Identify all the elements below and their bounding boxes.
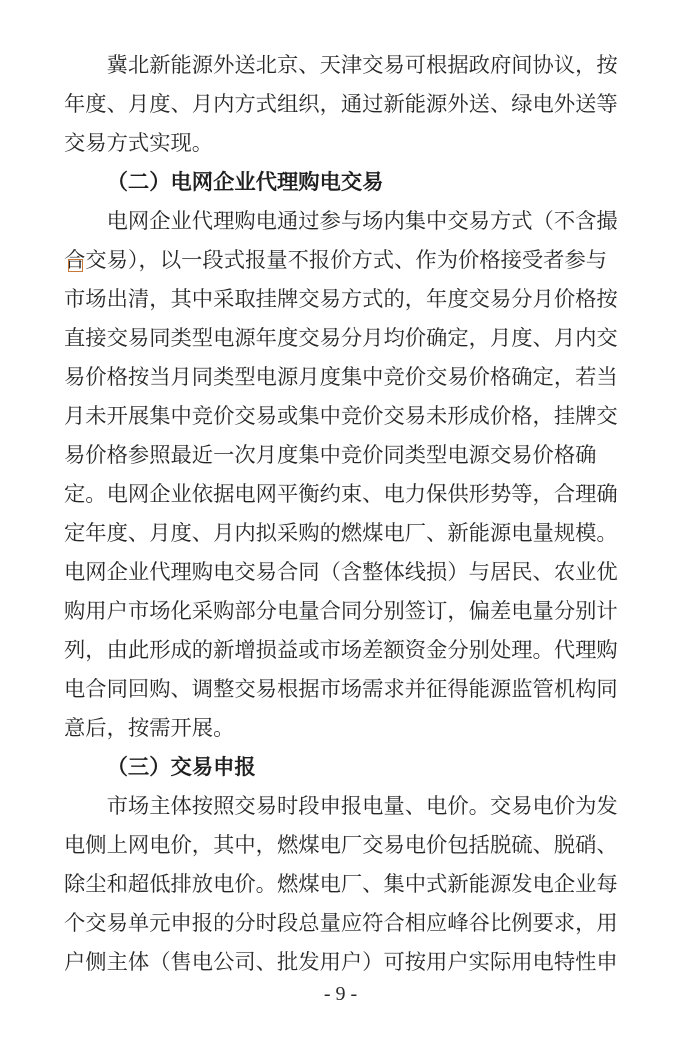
body-text-line: 年度、月度、月内方式组织，通过新能源外送、绿电外送等 <box>64 92 618 116</box>
body-text-line: 市场出清，其中采取挂牌交易方式的，年度交易分月价格按 <box>64 287 618 311</box>
body-text-line: 市场主体按照交易时段申报电量、电价。交易电价为发 <box>106 794 618 818</box>
body-text-line: 意后，按需开展。 <box>64 716 235 740</box>
body-text-line: 定年度、月度、月内拟采购的燃煤电厂、新能源电量规模。 <box>64 521 618 545</box>
section-heading: （三）交易申报 <box>106 755 256 779</box>
body-text-line: 个交易单元申报的分时段总量应符合相应峰谷比例要求，用 <box>64 911 618 935</box>
body-text-line: 易价格按当月同类型电源月度集中竞价交易价格确定，若当 <box>64 365 618 389</box>
body-text-line: 列，由此形成的新增损益或市场差额资金分别处理。代理购 <box>64 638 618 662</box>
body-text-line: 交易方式实现。 <box>64 131 214 155</box>
body-text-line: 电合同回购、调整交易根据市场需求并征得能源监管机构同 <box>64 677 618 701</box>
body-text-line: 直接交易同类型电源年度交易分月均价确定，月度、月内交 <box>64 326 618 350</box>
body-text-line: 月未开展集中竞价交易或集中竞价交易未形成价格，挂牌交 <box>64 404 618 428</box>
section-heading: （二）电网企业代理购电交易 <box>106 170 384 194</box>
page-number: - 9 - <box>323 983 358 1005</box>
body-text-line: 易价格参照最近一次月度集中竞价同类型电源交易价格确 <box>64 443 597 467</box>
body-text-line: 除尘和超低排放电价。燃煤电厂、集中式新能源发电企业每 <box>64 872 618 896</box>
body-text-line: 电网企业代理购电通过参与场内集中交易方式（不含撮 <box>106 209 618 233</box>
document-body <box>64 46 620 982</box>
body-text-line: 定。电网企业依据电网平衡约束、电力保供形势等，合理确 <box>64 482 618 506</box>
body-text-line: 电网企业代理购电交易合同（含整体线损）与居民、农业优 <box>64 560 618 584</box>
body-text-line: 合交易），以一段式报量不报价方式、作为价格接受者参与 <box>64 248 608 272</box>
body-text-line: 购用户市场化采购部分电量合同分别签订，偏差电量分别计 <box>64 599 618 623</box>
body-text-line: 电侧上网电价，其中，燃煤电厂交易电价包括脱硫、脱硝、 <box>64 833 618 857</box>
body-text-line: 户侧主体（售电公司、批发用户）可按用户实际用电特性申 <box>64 950 618 974</box>
body-text-line: 冀北新能源外送北京、天津交易可根据政府间协议，按 <box>106 53 618 77</box>
